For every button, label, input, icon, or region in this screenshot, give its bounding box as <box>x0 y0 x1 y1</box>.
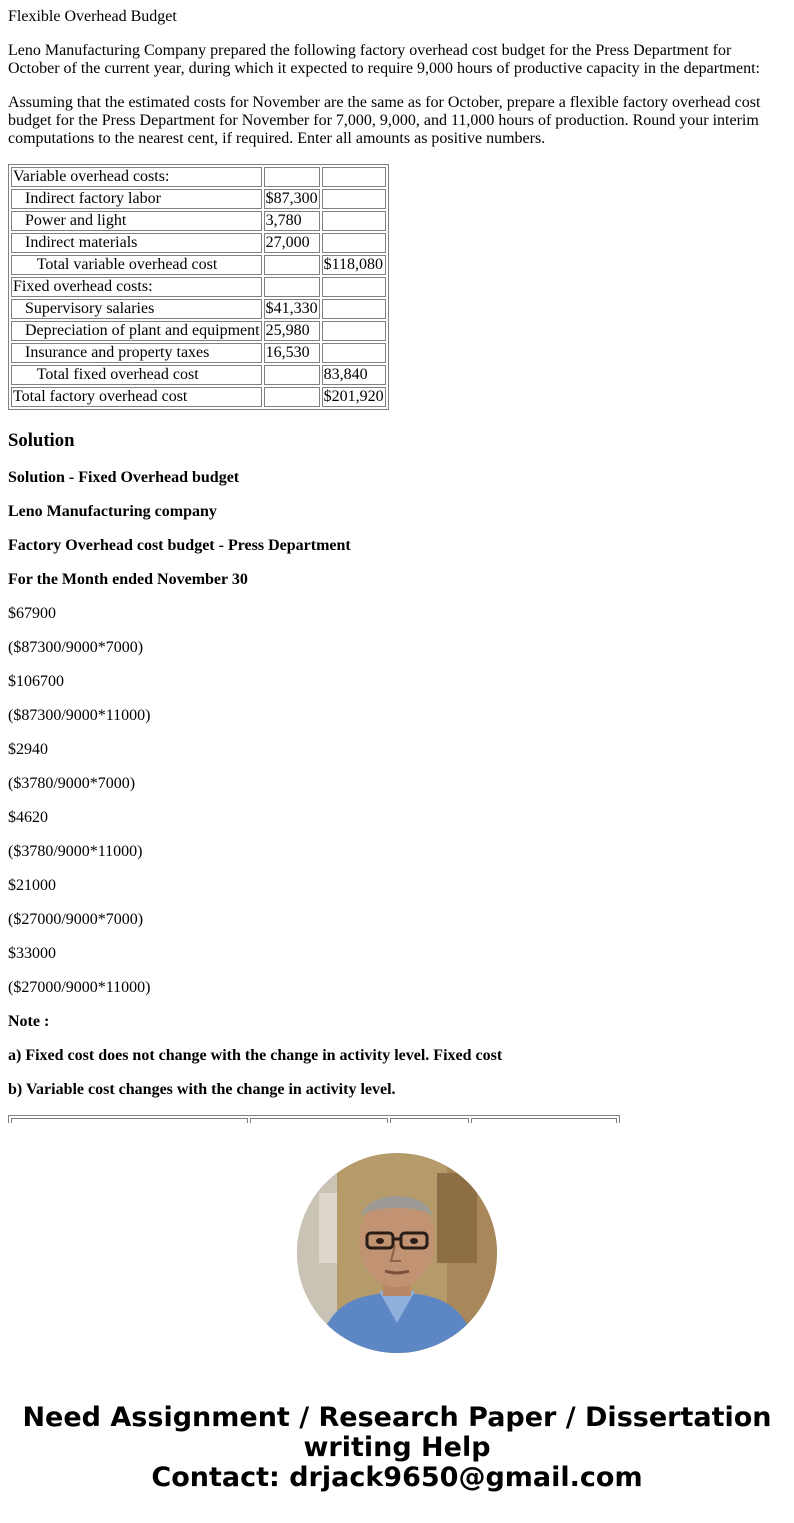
row-amount <box>264 277 320 297</box>
overhead-budget-table <box>8 164 389 410</box>
row-amount: 16,530 <box>264 343 320 363</box>
table-row <box>11 189 386 209</box>
table-row <box>11 277 386 297</box>
solution-line: ($87300/9000*7000) <box>8 639 144 656</box>
row-total <box>322 233 386 253</box>
row-label: Total fixed overhead cost <box>11 365 262 385</box>
table-row <box>11 255 386 275</box>
row-amount: $87,300 <box>265 190 318 207</box>
row-label: Variable overhead costs: <box>11 167 262 187</box>
table-row <box>11 167 386 187</box>
solution-line: $2940 <box>8 741 48 758</box>
promo-banner <box>0 1403 794 1493</box>
row-label: Total factory overhead cost <box>11 387 262 407</box>
budget-period: For the Month ended November 30 <box>8 571 248 588</box>
author-avatar <box>297 1153 497 1353</box>
table-row <box>11 233 386 253</box>
solution-line: ($87300/9000*11000) <box>8 707 151 724</box>
table-row <box>11 365 386 385</box>
row-amount: 3,780 <box>264 211 320 231</box>
row-label: Supervisory salaries <box>11 299 262 319</box>
row-total <box>322 299 386 319</box>
note-variable-cost: b) Variable cost changes with the change in activity level. <box>8 1081 396 1098</box>
solution-line: ($3780/9000*7000) <box>8 775 136 792</box>
row-label: Indirect factory labor <box>11 189 262 209</box>
solution-line: ($3780/9000*11000) <box>8 843 143 860</box>
note-fixed-cost: a) Fixed cost does not change with the change in activity level. Fixed cost <box>8 1047 503 1064</box>
row-total <box>322 277 386 297</box>
row-total <box>322 343 386 363</box>
row-amount <box>264 255 320 275</box>
solution-line: $33000 <box>8 945 56 962</box>
row-amount <box>264 167 320 187</box>
solution-line: ($27000/9000*7000) <box>8 911 144 928</box>
row-total <box>322 211 386 231</box>
table-row <box>11 343 386 363</box>
solution-line: ($27000/9000*11000) <box>8 979 151 996</box>
flexible-budget-table-clipped <box>8 1115 620 1123</box>
row-amount: $41,330 <box>265 300 318 317</box>
table-row <box>11 321 386 341</box>
row-label: Insurance and property taxes <box>11 343 262 363</box>
avatar-portrait <box>297 1153 497 1353</box>
row-total: 83,840 <box>322 365 386 385</box>
row-label: Indirect materials <box>11 233 262 253</box>
promo-line-1: Need Assignment / Research Paper / Dissertation <box>22 1402 772 1433</box>
row-amount <box>264 387 320 407</box>
row-amount: 27,000 <box>264 233 320 253</box>
solution-subheading: Solution - Fixed Overhead budget <box>8 469 240 486</box>
table-row <box>11 211 386 231</box>
company-name: Leno Manufacturing company <box>8 503 217 520</box>
table-row <box>11 387 386 407</box>
solution-line: $4620 <box>8 809 48 826</box>
table-row <box>11 299 386 319</box>
solution-line: $106700 <box>8 673 64 690</box>
intro-paragraph: Leno Manufacturing Company prepared the following factory overhead cost budget for the Press Department for October of the current year, during which it expected to require 9,000 hours of productive capacity in the department: <box>8 42 760 77</box>
row-label: Power and light <box>11 211 262 231</box>
row-total: $201,920 <box>323 388 384 405</box>
row-label: Total variable overhead cost <box>11 255 262 275</box>
note-label: Note : <box>8 1013 50 1030</box>
solution-heading: Solution <box>8 430 75 451</box>
solution-line: $67900 <box>8 605 56 622</box>
instruction-paragraph: Assuming that the estimated costs for November are the same as for October, prepare a flexible factory overhead cost budget for the Press Department for November for 7,000, 9,000, and 11,000 hours of production. Round your interim computations to the nearest cent, if required. Enter all amounts as positive numbers. <box>8 94 761 147</box>
promo-contact: Contact: drjack9650@gmail.com <box>151 1462 643 1493</box>
document-title: Flexible Overhead Budget <box>8 8 177 25</box>
row-label: Fixed overhead costs: <box>11 277 262 297</box>
solution-line: $21000 <box>8 877 56 894</box>
row-total <box>322 189 386 209</box>
row-total: $118,080 <box>322 255 386 275</box>
row-amount: 25,980 <box>264 321 320 341</box>
row-total <box>322 321 386 341</box>
row-amount <box>264 365 320 385</box>
promo-line-2: writing Help <box>303 1432 491 1463</box>
row-label: Depreciation of plant and equipment <box>13 322 260 339</box>
row-total <box>322 167 386 187</box>
budget-title: Factory Overhead cost budget - Press Department <box>8 537 351 554</box>
